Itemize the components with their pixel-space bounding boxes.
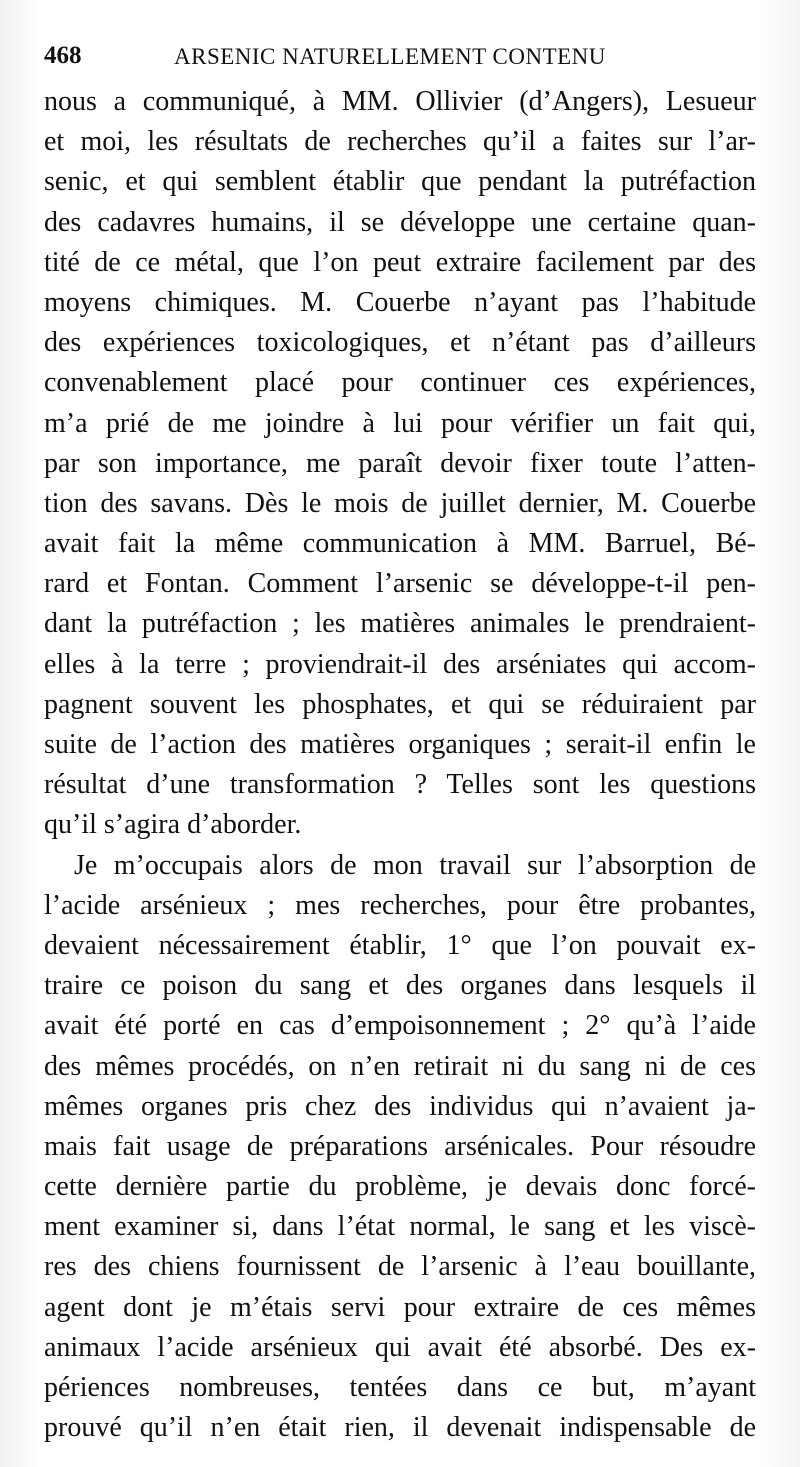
text-line: tion des savans. Dès le mois de juillet dernier, M. Couerbe: [44, 487, 756, 519]
text-line: résultat d’une transformation ? Telles sont les questions: [44, 769, 756, 801]
text-line: moyens chimiques. M. Couerbe n’ayant pas l’habitude: [44, 286, 756, 318]
text-line: agent dont je m’étais servi pour extraire de ces mêmes: [44, 1291, 756, 1323]
text-line: traire ce poison du sang et des organes dans lesquels il: [44, 970, 756, 1002]
text-line: tité de ce métal, que l’on peut extraire facilement par des: [44, 246, 756, 278]
text-line: mais fait usage de préparations arsénicales. Pour résoudre: [44, 1130, 756, 1162]
text-line: convenablement placé pour continuer ces expériences,: [44, 367, 756, 399]
text-line: rard et Fontan. Comment l’arsenic se développe-t-il pen-: [44, 568, 756, 600]
text-line: pagnent souvent les phosphates, et qui se réduiraient par: [44, 688, 756, 720]
text-line: des expériences toxicologiques, et n’étant pas d’ailleurs: [44, 327, 756, 359]
page-number: 468: [44, 42, 82, 69]
text-line: périences nombreuses, tentées dans ce but, m’ayant: [44, 1372, 756, 1403]
text-line: avait fait la même communication à MM. Barruel, Bé-: [44, 528, 756, 560]
text-line: avait été porté en cas d’empoisonnement ; 2° qu’à l’aide: [44, 1010, 756, 1042]
body-text: [44, 82, 756, 1448]
text-line: animaux l’acide arsénieux qui avait été absorbé. Des ex-: [44, 1331, 756, 1363]
text-line: prouvé qu’il n’en était rien, il devenait indispensable de: [44, 1412, 756, 1444]
text-line: par son importance, me paraît devoir fixer toute l’atten-: [44, 447, 756, 479]
text-line: qu’il s’agira d’aborder.: [44, 809, 302, 841]
text-line: nous a communiqué, à MM. Ollivier (d’Angers), Lesueur: [44, 86, 756, 117]
text-line: l’acide arsénieux ; mes recherches, pour être probantes,: [44, 889, 756, 921]
text-line: mêmes organes pris chez des individus qui n’avaient ja-: [44, 1090, 756, 1122]
text-line: suite de l’action des matières organiques ; serait-il enfin le: [44, 729, 756, 760]
text-line: cette dernière partie du problème, je devais donc forcé-: [44, 1171, 756, 1203]
text-line: des mêmes procédés, on n’en retirait ni du sang ni de ces: [44, 1050, 756, 1082]
text-line: et moi, les résultats de recherches qu’il a faites sur l’ar-: [44, 126, 756, 158]
page-header: [44, 42, 704, 76]
text-line: dant la putréfaction ; les matières animales le prendraient-: [44, 608, 756, 640]
text-line: Je m’occupais alors de mon travail sur l’absorption de: [74, 849, 756, 881]
running-head: ARSENIC NATURELLEMENT CONTENU: [174, 44, 606, 69]
text-line: m’a prié de me joindre à lui pour vérifier un fait qui,: [44, 407, 756, 439]
text-line: res des chiens fournissent de l’arsenic à l’eau bouillante,: [44, 1251, 756, 1283]
text-line: elles à la terre ; proviendrait-il des arséniates qui accom-: [44, 648, 756, 680]
text-line: senic, et qui semblent établir que pendant la putréfaction: [44, 166, 756, 198]
text-line: devaient nécessairement établir, 1° que l’on pouvait ex-: [44, 929, 756, 961]
text-line: ment examiner si, dans l’état normal, le sang et les viscè-: [44, 1211, 756, 1243]
text-line: des cadavres humains, il se développe une certaine quan-: [44, 206, 756, 238]
